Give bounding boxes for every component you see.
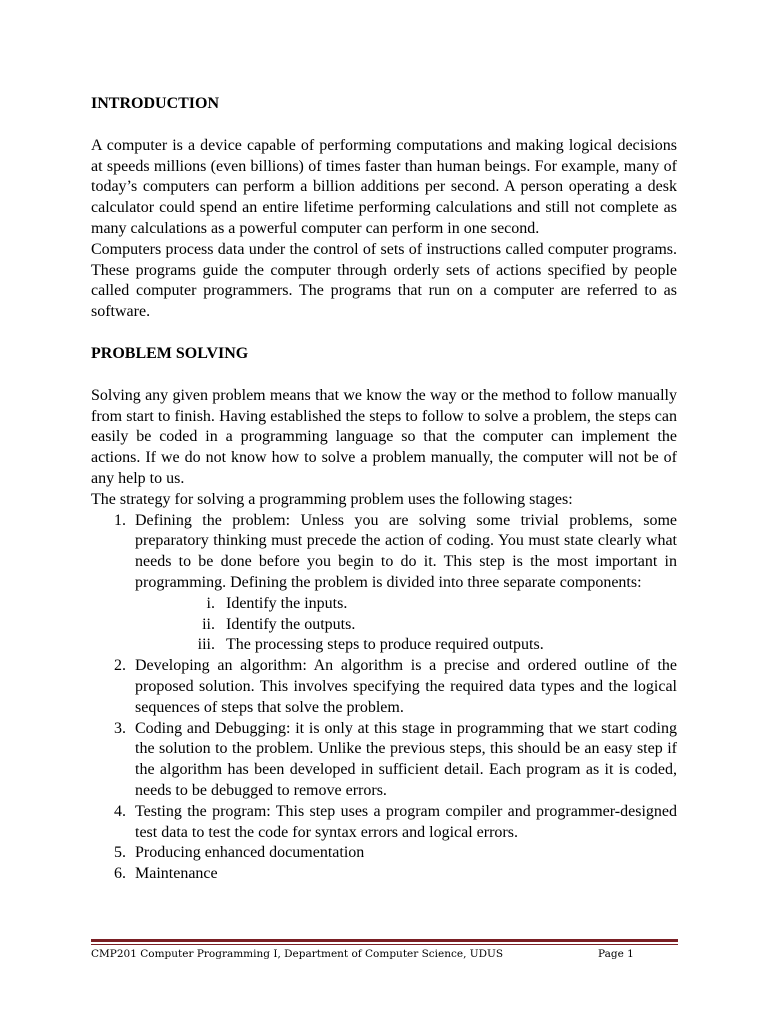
sub-list	[135, 594, 677, 656]
footer-course-title: CMP201 Computer Programming I, Department of Computer Science, UDUS	[91, 948, 504, 960]
footer-rule-thin	[91, 944, 678, 945]
footer-page-number: Page 1	[598, 948, 634, 960]
stage-item	[91, 511, 677, 657]
footer-rule-thick	[91, 939, 678, 942]
sub-numeral: i.	[206, 594, 215, 612]
stage-number: 2.	[114, 657, 126, 675]
stage-item	[91, 843, 677, 864]
problem-solving-heading: PROBLEM SOLVING	[91, 344, 249, 362]
stage-item	[91, 802, 677, 844]
sub-text: The processing steps to produce required outputs.	[226, 636, 544, 654]
stage-number: 1.	[114, 511, 126, 529]
stage-item	[91, 656, 677, 718]
stage-text: Testing the program: This step uses a program compiler and programmer-designed test data to test the code for syntax errors and logical errors.	[135, 802, 677, 841]
stage-text: Producing enhanced documentation	[135, 844, 365, 862]
stages-list	[91, 511, 677, 885]
stage-text: Coding and Debugging: it is only at this stage in programming that we start coding the solution to the problem. Unlike the previous steps, this should be an easy step if the algorithm has been developed in sufficient detail. Each program as it is coded, needs to be debugged to remove errors.	[135, 719, 677, 799]
sub-numeral: ii.	[202, 615, 215, 633]
sub-text: Identify the inputs.	[226, 594, 348, 612]
sub-item	[135, 635, 677, 656]
stage-number: 6.	[114, 865, 126, 883]
stage-text: Maintenance	[135, 865, 218, 883]
sub-item	[135, 594, 677, 615]
problem-solving-paragraph: Solving any given problem means that we know the way or the method to follow manually from start to finish. Having established the steps to follow to solve a problem, the steps can easily be coded in a programming language so that the computer can implement the actions. If we do not know how to solve a problem manually, the computer will not be of any help to us.	[91, 386, 677, 487]
strategy-intro: The strategy for solving a programming problem uses the following stages:	[91, 490, 573, 508]
stage-text: Developing an algorithm: An algorithm is a precise and ordered outline of the proposed solution. This involves specifying the required data types and the logical sequences of steps that solve the problem.	[135, 657, 677, 716]
introduction-heading: INTRODUCTION	[91, 95, 220, 112]
stage-item	[91, 864, 677, 885]
sub-text: Identify the outputs.	[226, 615, 356, 633]
introduction-paragraph-2: Computers process data under the control of sets of instructions called computer programs. These programs guide the computer through orderly sets of actions specified by people called computer programmers. The programs that run on a computer are referred to as software.	[91, 240, 677, 321]
stage-text: Defining the problem: Unless you are solving some trivial problems, some preparatory thinking must precede the action of coding. You must state clearly what needs to be done before you begin to do it. This step is the most important in programming. Defining the problem is divided into three separate components:	[135, 511, 677, 591]
stage-item	[91, 719, 677, 802]
stage-number: 4.	[114, 802, 126, 820]
document-body	[91, 94, 677, 885]
stage-number: 5.	[114, 844, 126, 862]
sub-item	[135, 615, 677, 636]
stage-number: 3.	[114, 719, 126, 737]
introduction-paragraph-1: A computer is a device capable of performing computations and making logical decisions at speeds millions (even billions) of times faster than human beings. For example, many of today’s computers can perform a billion additions per second. A person operating a desk calculator could spend an entire lifetime performing calculations and still not complete as many calculations as a powerful computer can perform in one second.	[91, 136, 677, 237]
sub-numeral: iii.	[197, 636, 215, 654]
